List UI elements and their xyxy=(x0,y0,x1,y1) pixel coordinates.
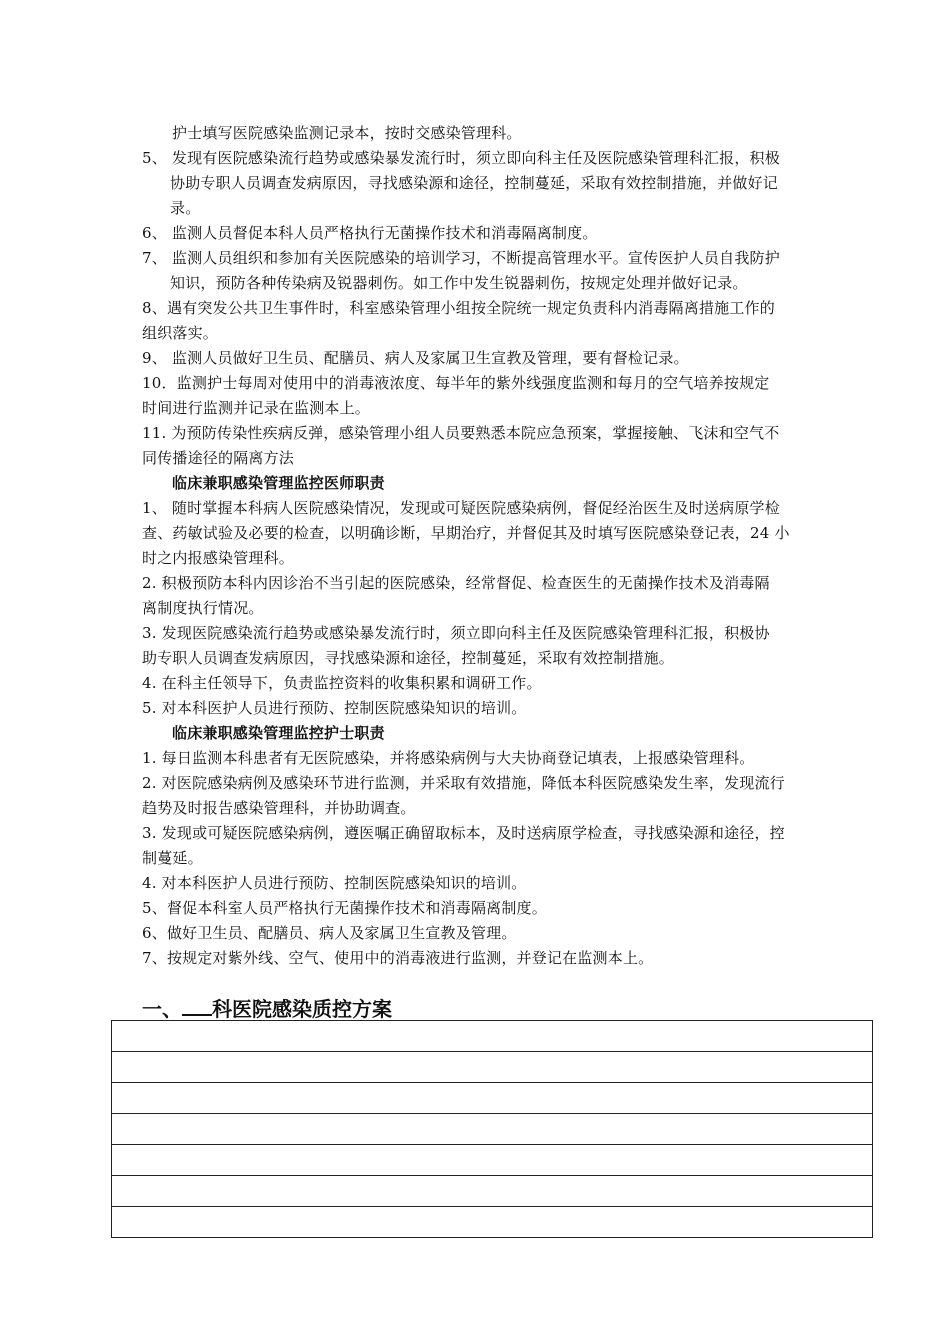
paragraph-line: 8、遇有突发公共卫生事件时，科室感染管理小组按全院统一规定负责科内消毒隔离措施工作的 xyxy=(142,299,775,317)
table-row xyxy=(112,1207,873,1238)
paragraph-line: 时间进行监测并记录在监测本上。 xyxy=(142,399,371,417)
table-cell xyxy=(112,1052,873,1083)
paragraph-line: 7、按规定对紫外线、空气、使用中的消毒液进行监测，并登记在监测本上。 xyxy=(142,949,654,967)
department-blank xyxy=(182,1014,212,1016)
table-cell xyxy=(112,1021,873,1052)
paragraph-line: 3. 发现或可疑医院感染病例，遵医嘱正确留取标本，及时送病原学检查，寻找感染源和途径，控 xyxy=(142,824,785,842)
paragraph-line: 护士填写医院感染监测记录本，按时交感染管理科。 xyxy=(172,124,522,142)
qc-plan-table xyxy=(111,1020,873,1238)
paragraph-line: 离制度执行情况。 xyxy=(142,599,264,617)
paragraph-line: 5、 发现有医院感染流行趋势或感染暴发流行时，须立即向科主任及医院感染管理科汇报，积极 xyxy=(142,149,780,167)
paragraph-line: 10．监测护士每周对使用中的消毒液浓度、每半年的紫外线强度监测和每月的空气培养按规定 xyxy=(142,374,770,392)
paragraph-line: 6、做好卫生员、配膳员、病人及家属卫生宣教及管理。 xyxy=(142,924,517,942)
paragraph-line: 录。 xyxy=(170,199,201,217)
paragraph-line: 6、 监测人员督促本科人员严格执行无菌操作技术和消毒隔离制度。 xyxy=(142,224,598,242)
paragraph-line: 1. 每日监测本科患者有无医院感染，并将感染病例与大夫协商登记填表，上报感染管理科。 xyxy=(142,749,755,767)
table-cell xyxy=(112,1145,873,1176)
paragraph-line: 11. 为预防传染性疾病反弹，感染管理小组人员要熟悉本院应急预案，掌握接触、飞沫和空气不 xyxy=(142,424,780,442)
paragraph-line: 9、 监测人员做好卫生员、配膳员、病人及家属卫生宣教及管理，要有督检记录。 xyxy=(142,349,689,367)
paragraph-line: 助专职人员调查发病原因，寻找感染源和途径，控制蔓延，采取有效控制措施。 xyxy=(142,649,675,667)
table-cell xyxy=(112,1176,873,1207)
table-cell xyxy=(112,1083,873,1114)
paragraph-line: 3. 发现医院感染流行趋势或感染暴发流行时，须立即向科主任及医院感染管理科汇报，积极协 xyxy=(142,624,770,642)
table-row xyxy=(112,1176,873,1207)
paragraph-line: 趋势及时报告感染管理科，并协助调查。 xyxy=(142,799,416,817)
table-row xyxy=(112,1145,873,1176)
paragraph-line: 查、药敏试验及必要的检查，以明确诊断，早期治疗，并督促其及时填写医院感染登记表，24 小 xyxy=(142,524,790,542)
table-cell xyxy=(112,1207,873,1238)
paragraph-line: 4. 对本科医护人员进行预防、控制医院感染知识的培训。 xyxy=(142,874,527,892)
paragraph-line: 4. 在科主任领导下，负责监控资料的收集积累和调研工作。 xyxy=(142,674,542,692)
table-row xyxy=(112,1083,873,1114)
qc-plan-title xyxy=(142,995,392,1023)
paragraph-line: 时之内报感染管理科。 xyxy=(142,549,295,567)
table-row xyxy=(112,1021,873,1052)
paragraph-line: 1、 随时掌握本科病人医院感染情况，发现或可疑医院感染病例，督促经治医生及时送病原学检 xyxy=(142,499,780,517)
qc-plan-title-text: 科医院感染质控方案 xyxy=(212,997,392,1021)
table-cell xyxy=(112,1114,873,1145)
paragraph-line: 知识，预防各种传染病及锐器刺伤。如工作中发生锐器刺伤，按规定处理并做好记录。 xyxy=(170,274,748,292)
paragraph-line: 制蔓延。 xyxy=(142,849,203,867)
paragraph-line: 组织落实。 xyxy=(142,324,219,342)
table-row xyxy=(112,1052,873,1083)
paragraph-line: 2. 对医院感染病例及感染环节进行监测，并采取有效措施，降低本科医院感染发生率，发现流行 xyxy=(142,774,785,792)
qc-plan-number: 一、 xyxy=(142,997,182,1021)
paragraph-line: 5. 对本科医护人员进行预防、控制医院感染知识的培训。 xyxy=(142,699,527,717)
section-heading-doctor-duties: 临床兼职感染管理监控医师职责 xyxy=(172,474,385,492)
table-row xyxy=(112,1114,873,1145)
paragraph-line: 7、 监测人员组织和参加有关医院感染的培训学习，不断提高管理水平。宣传医护人员自我防护 xyxy=(142,249,780,267)
paragraph-line: 5、督促本科室人员严格执行无菌操作技术和消毒隔离制度。 xyxy=(142,899,547,917)
paragraph-line: 同传播途径的隔离方法 xyxy=(142,449,295,467)
paragraph-line: 2. 积极预防本科内因诊治不当引起的医院感染，经常督促、检查医生的无菌操作技术及消毒隔 xyxy=(142,574,770,592)
section-heading-nurse-duties: 临床兼职感染管理监控护士职责 xyxy=(172,724,385,742)
paragraph-line: 协助专职人员调查发病原因，寻找感染源和途径，控制蔓延，采取有效控制措施，并做好记 xyxy=(170,174,779,192)
